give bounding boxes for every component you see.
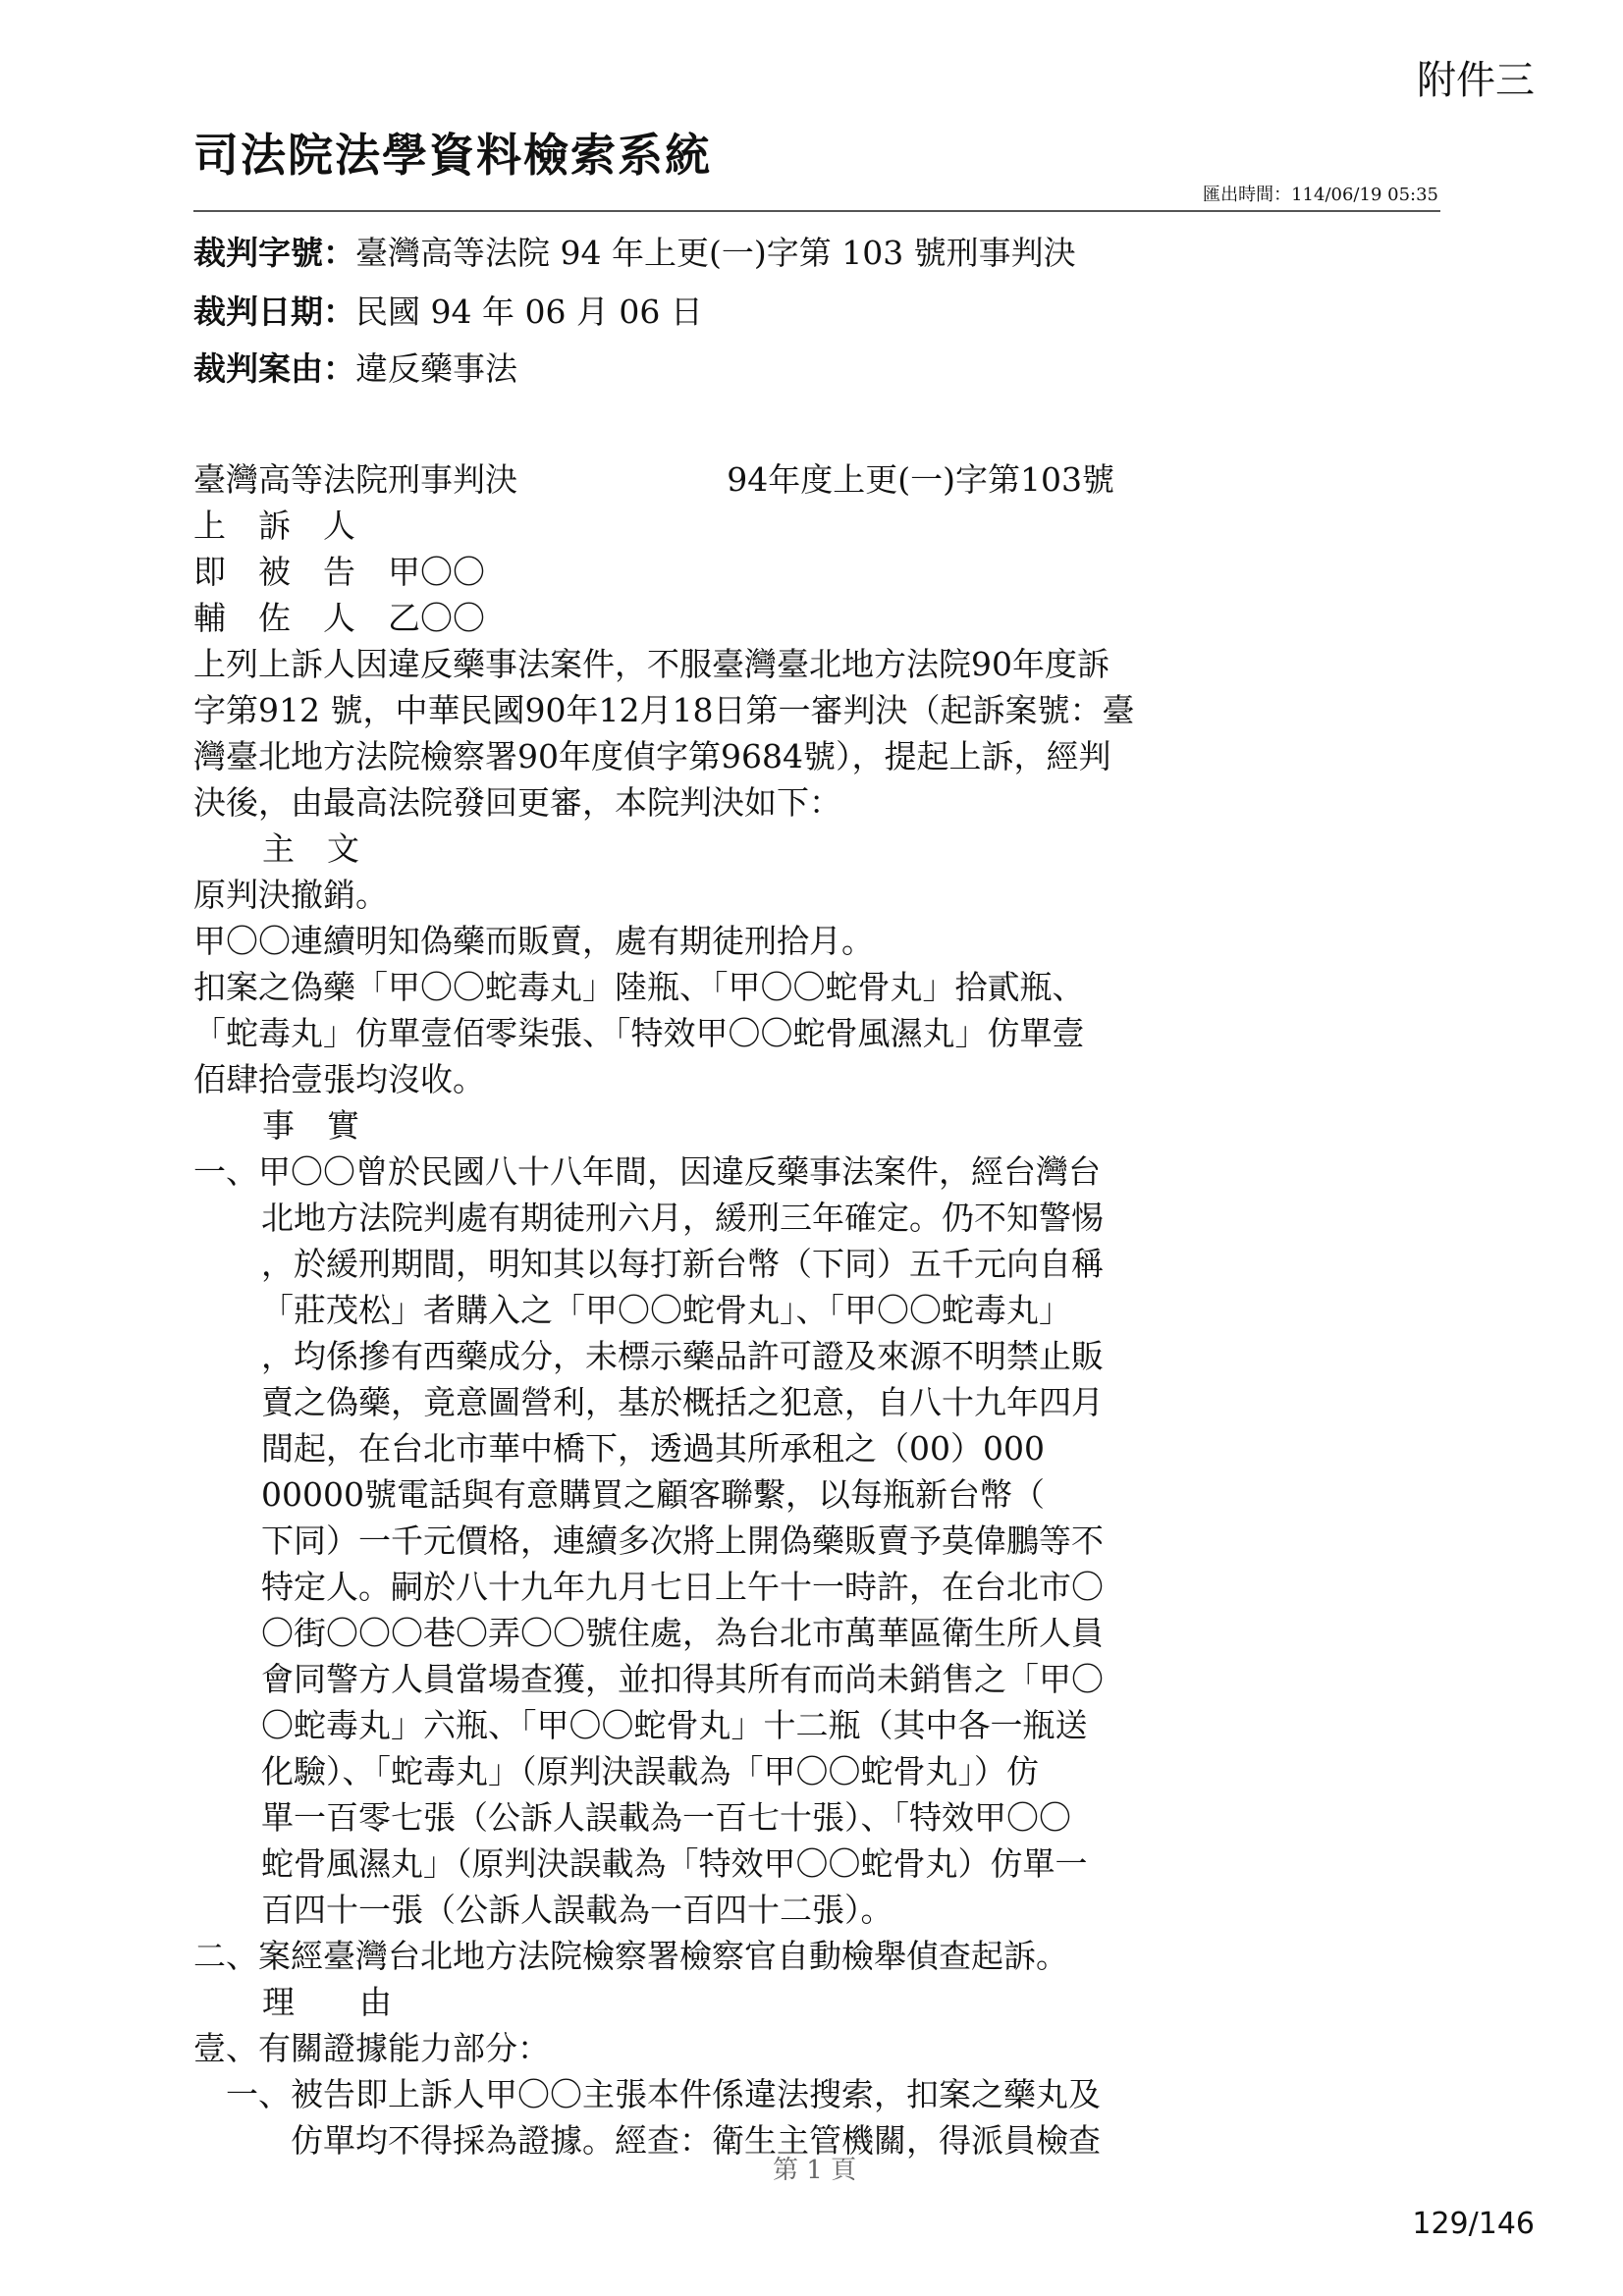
body-line: 化驗）、「蛇毒丸」（原判決誤載為「甲〇〇蛇骨丸」）仿: [261, 1752, 1039, 1790]
body-line: ，均係摻有西藥成分，未標示藥品許可證及來源不明禁止販: [261, 1337, 1104, 1375]
body-line: 二、案經臺灣台北地方法院檢察署檢察官自動檢舉偵查起訴。: [193, 1937, 1068, 1975]
section-heading: 主 文: [262, 829, 359, 868]
case-number-row: [193, 228, 1076, 274]
body-line: 一、甲〇〇曾於民國八十八年間，因違反藥事法案件，經台灣台: [193, 1152, 1101, 1191]
body-line: 原判決撤銷。: [193, 876, 388, 914]
body-line: 賣之偽藥，竟意圖營利，基於概括之犯意，自八十九年四月: [261, 1383, 1104, 1421]
section-heading: 理 由: [262, 1983, 392, 2021]
judgment-date-label: 裁判日期：: [193, 293, 355, 331]
section-heading: 事 實: [262, 1106, 359, 1145]
body-line: 扣案之偽藥「甲〇〇蛇毒丸」陸瓶、「甲〇〇蛇骨丸」拾貳瓶、: [193, 968, 1085, 1006]
body-line: 單一百零七張（公訴人誤載為一百七十張）、「特效甲〇〇: [261, 1798, 1071, 1837]
judgment-date-value: 民國 94 年 06 月 06 日: [355, 293, 703, 331]
body-line: 甲〇〇連續明知偽藥而販賣，處有期徒刑拾月。: [193, 922, 874, 960]
export-time: 匯出時間：114/06/19 05:35: [1203, 185, 1438, 205]
body-line: 00000號電話與有意購買之顧客聯繫，以每瓶新台幣（: [261, 1475, 1045, 1514]
court-title: 臺灣高等法院刑事判決: [193, 460, 517, 499]
case-cause-value: 違反藥事法: [355, 349, 517, 388]
body-line: 上列上訴人因違反藥事法案件，不服臺灣臺北地方法院90年度訴: [193, 645, 1109, 683]
body-line: 決後，由最高法院發回更審，本院判決如下：: [193, 783, 841, 822]
body-line: 輔 佐 人 乙〇〇: [193, 599, 485, 637]
case-cause-label: 裁判案由：: [193, 349, 355, 388]
body-line: ，於緩刑期間，明知其以每打新台幣（下同）五千元向自稱: [261, 1245, 1104, 1283]
body-line: 即 被 告 甲〇〇: [193, 553, 485, 591]
page-number: 第 1 頁: [773, 2156, 857, 2185]
page-count: 129/146: [1412, 2207, 1535, 2241]
attachment-label: 附件三: [1417, 58, 1535, 103]
body-line: 下同）一千元價格，連續多次將上開偽藥販賣予莫偉鵬等不: [261, 1522, 1104, 1560]
case-number-label: 裁判字號：: [193, 234, 355, 272]
judgment-date-row: [193, 287, 703, 333]
body-line: 蛇骨風濕丸」（原判決誤載為「特效甲〇〇蛇骨丸）仿單一: [261, 1844, 1088, 1883]
body-line: 佰肆拾壹張均沒收。: [193, 1060, 485, 1098]
body-line: 一、被告即上訴人甲〇〇主張本件係違法搜索，扣案之藥丸及: [226, 2075, 1101, 2113]
body-line: 百四十一張（公訴人誤載為一百四十二張）。: [261, 1891, 893, 1929]
body-line: 特定人。嗣於八十九年九月七日上午十一時許，在台北市〇: [261, 1568, 1104, 1606]
body-line: 灣臺北地方法院檢察署90年度偵字第9684號），提起上訴，經判: [193, 737, 1111, 775]
judgment-number: 94年度上更(一)字第103號: [727, 460, 1114, 499]
body-line: 〇街〇〇〇巷〇弄〇〇號住處，為台北市萬華區衛生所人員: [261, 1614, 1104, 1652]
header-divider: [193, 210, 1440, 212]
body-line: 仿單均不得採為證據。經查：衛生主管機關，得派員檢查: [291, 2121, 1101, 2160]
body-line: 間起，在台北市華中橋下，透過其所承租之（00）000: [261, 1429, 1045, 1468]
body-line: 北地方法院判處有期徒刑六月，緩刑三年確定。仍不知警惕: [261, 1199, 1104, 1237]
body-line: 上 訴 人: [193, 507, 355, 545]
case-number-value: 臺灣高等法院 94 年上更(一)字第 103 號刑事判決: [355, 234, 1076, 272]
body-line: 壹、有關證據能力部分：: [193, 2029, 550, 2067]
body-line: 會同警方人員當場查獲，並扣得其所有而尚未銷售之「甲〇: [261, 1660, 1104, 1698]
system-title: 司法院法學資料檢索系統: [193, 129, 712, 182]
case-cause-row: [193, 344, 517, 390]
body-line: 「蛇毒丸」仿單壹佰零柒張、「特效甲〇〇蛇骨風濕丸」仿單壹: [193, 1014, 1085, 1052]
body-line: 字第912 號，中華民國90年12月18日第一審判決（起訴案號：臺: [193, 691, 1135, 729]
body-line: 〇蛇毒丸」六瓶、「甲〇〇蛇骨丸」十二瓶（其中各一瓶送: [261, 1706, 1088, 1744]
body-line: 「莊茂松」者購入之「甲〇〇蛇骨丸」、「甲〇〇蛇毒丸」: [261, 1291, 1071, 1329]
